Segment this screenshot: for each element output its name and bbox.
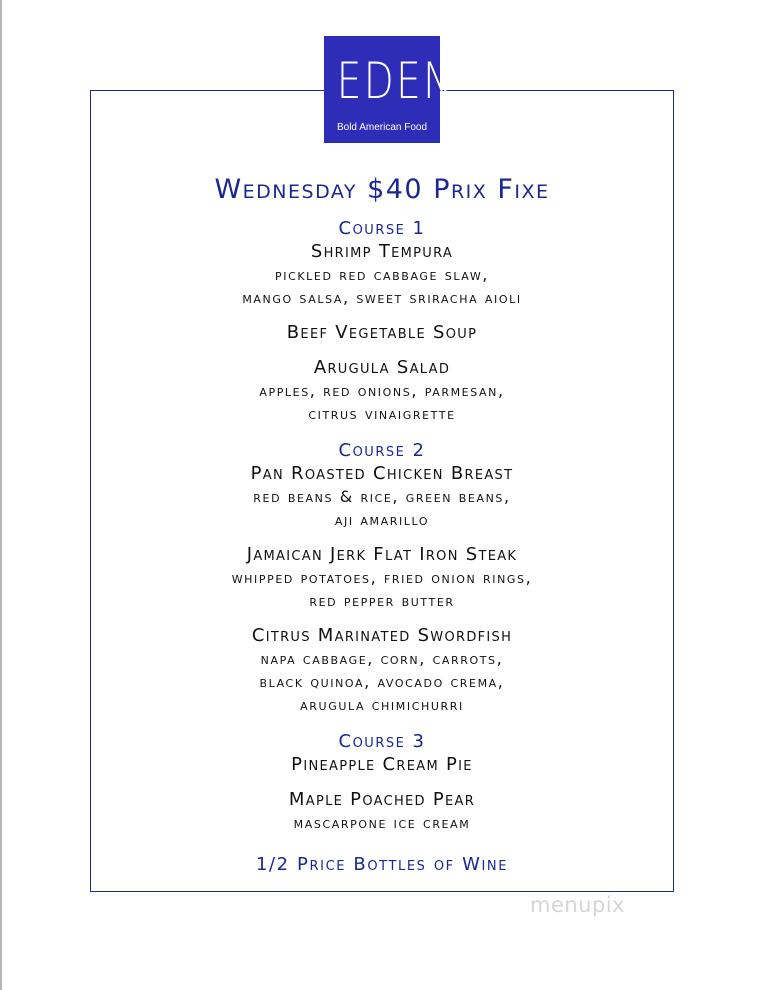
dish-description: black quinoa, avocado crema,	[259, 672, 505, 691]
dish-description: pickled red cabbage slaw,	[275, 265, 489, 284]
dish-name: Jamaican Jerk Flat Iron Steak	[246, 544, 518, 565]
dish-description: red pepper butter	[309, 591, 455, 610]
page-edge-rule	[0, 0, 2, 990]
logo-wordmark: EDEN	[336, 52, 455, 110]
course-3-heading: Course 3	[338, 731, 426, 752]
dish-description: aji amarillo	[334, 510, 430, 529]
dish-description: whipped potatoes, fried onion rings,	[231, 568, 533, 587]
course-1-heading: Course 1	[338, 218, 426, 239]
dish-description: apples, red onions, parmesan,	[259, 381, 505, 400]
dish-description: red beans & rice, green beans,	[253, 487, 511, 506]
dish-description: mango salsa, sweet sriracha aioli	[242, 288, 522, 307]
dish-name: Beef Vegetable Soup	[286, 322, 478, 343]
dish-name: Arugula Salad	[313, 357, 451, 378]
eden-logo	[324, 36, 455, 143]
dish-description: arugula chimichurri	[300, 695, 464, 714]
dish-name: Shrimp Tempura	[310, 241, 454, 262]
dish-name: Citrus Marinated Swordfish	[251, 625, 513, 646]
dish-description: napa cabbage, corn, carrots,	[260, 649, 504, 668]
course-2-heading: Course 2	[338, 440, 426, 461]
dish-description: citrus vinaigrette	[308, 404, 456, 423]
menu-title: Wednesday $40 Prix Fixe	[214, 174, 550, 205]
logo-tagline: Bold American Food	[336, 122, 428, 133]
dish-description: mascarpone ice cream	[293, 813, 471, 832]
dish-name: Pineapple Cream Pie	[291, 754, 473, 775]
menupix-watermark: menupix	[530, 893, 626, 917]
wine-promo: 1/2 Price Bottles of Wine	[255, 854, 509, 875]
dish-name: Maple Poached Pear	[288, 789, 476, 810]
dish-name: Pan Roasted Chicken Breast	[250, 463, 514, 484]
